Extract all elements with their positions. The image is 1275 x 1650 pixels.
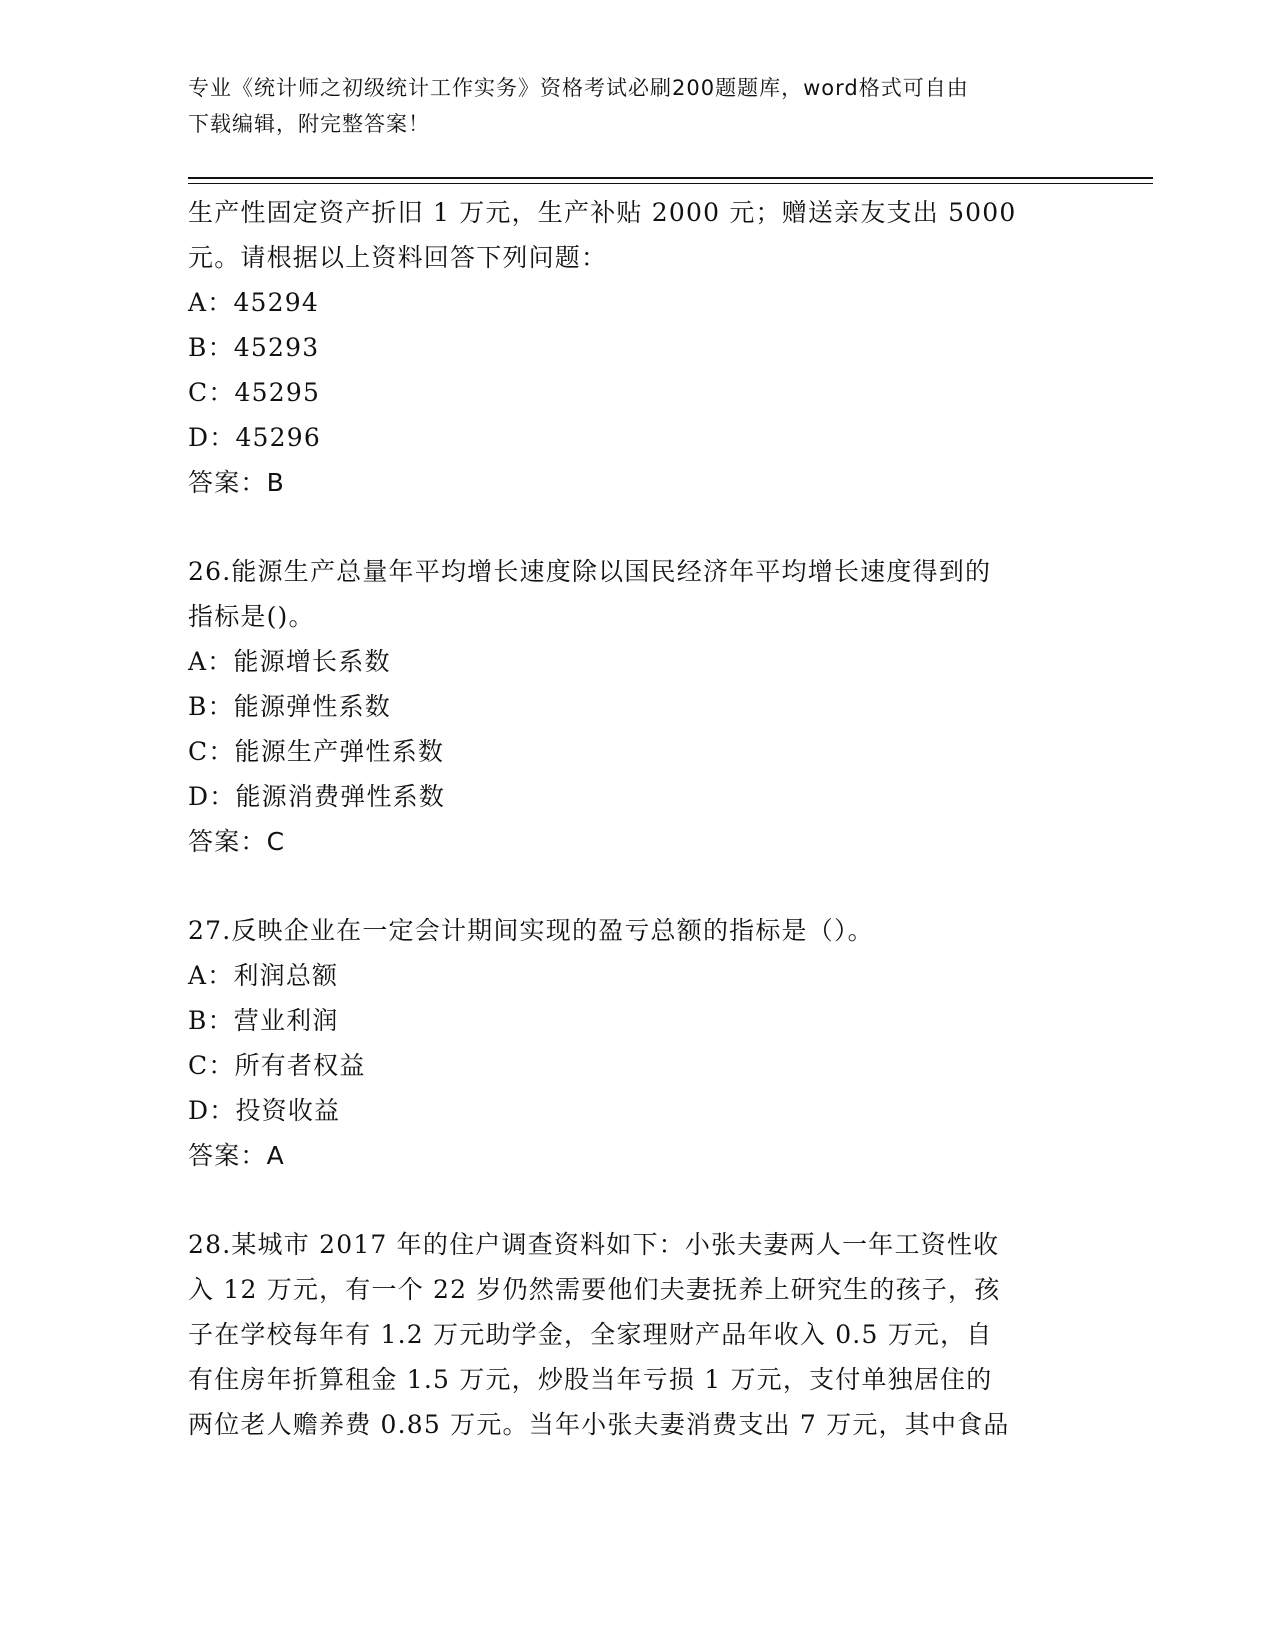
question-text-line: 有住房年折算租金 1.5 万元，炒股当年亏损 1 万元，支付单独居住的: [188, 1365, 993, 1394]
question-text-line: 两位老人赡养费 0.85 万元。当年小张夫妻消费支出 7 万元，其中食品: [188, 1410, 1010, 1439]
header-line-2: 下载编辑，附完整答案！: [188, 112, 430, 136]
question-26: [188, 549, 1088, 864]
option-d: D：45296: [188, 423, 321, 452]
question-27: [188, 908, 1088, 1178]
question-text-line: 28.某城市 2017 年的住户调查资料如下：小张夫妻两人一年工资性收: [188, 1230, 1000, 1259]
header-divider-thick: [188, 177, 1153, 179]
option-b: B：能源弹性系数: [188, 692, 391, 721]
question-25: [188, 190, 1088, 505]
answer: 答案：B: [188, 468, 285, 497]
question-text-line: 子在学校每年有 1.2 万元助学金，全家理财产品年收入 0.5 万元，自: [188, 1320, 993, 1349]
option-a: A：利润总额: [188, 961, 339, 990]
answer: 答案：C: [188, 827, 286, 856]
option-b: B：营业利润: [188, 1006, 339, 1035]
answer: 答案：A: [188, 1141, 285, 1170]
document-header: [188, 70, 1068, 142]
option-b: B：45293: [188, 333, 320, 362]
question-text-line: 指标是()。: [188, 602, 315, 631]
option-c: C：能源生产弹性系数: [188, 737, 445, 766]
header-divider-thin: [188, 183, 1153, 184]
question-text-line: 元。请根据以上资料回答下列问题：: [188, 243, 608, 272]
question-text-line: 生产性固定资产折旧 1 万元，生产补贴 2000 元；赠送亲友支出 5000: [188, 198, 1017, 227]
option-a: A：能源增长系数: [188, 647, 391, 676]
option-d: D：投资收益: [188, 1096, 341, 1125]
option-a: A：45294: [188, 288, 319, 317]
question-text-line: 27.反映企业在一定会计期间实现的盈亏总额的指标是（）。: [188, 916, 874, 945]
header-line-1: 专业《统计师之初级统计工作实务》资格考试必刷200题题库，word格式可自由: [188, 76, 969, 100]
question-28: [188, 1222, 1088, 1447]
option-c: C：所有者权益: [188, 1051, 366, 1080]
option-c: C：45295: [188, 378, 321, 407]
option-d: D：能源消费弹性系数: [188, 782, 446, 811]
document-body: [188, 190, 1088, 1447]
question-text-line: 入 12 万元，有一个 22 岁仍然需要他们夫妻抚养上研究生的孩子，孩: [188, 1275, 1001, 1304]
question-text-line: 26.能源生产总量年平均增长速度除以国民经济年平均增长速度得到的: [188, 557, 992, 586]
